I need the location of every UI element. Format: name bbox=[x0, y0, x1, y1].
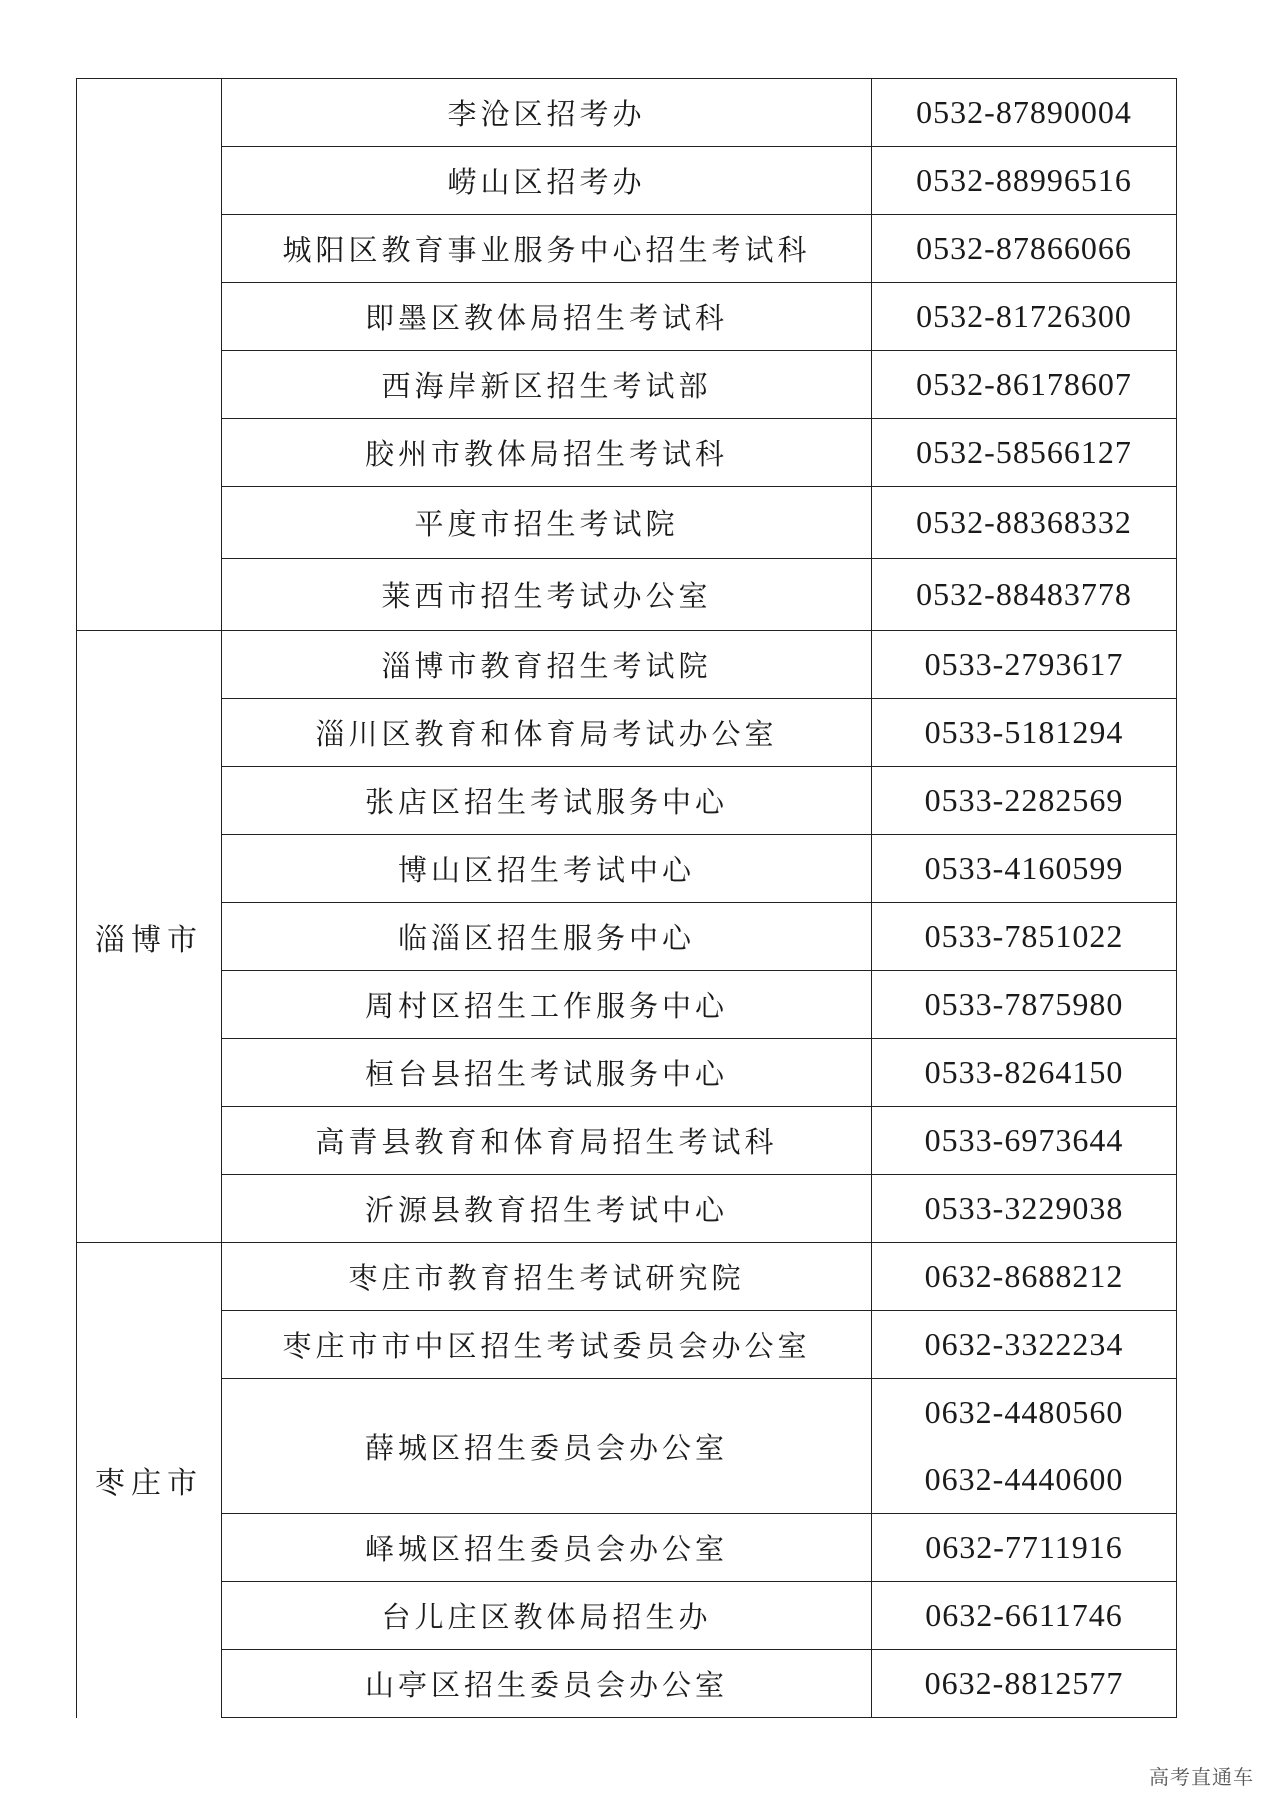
phone-number: 0532-86178607 bbox=[916, 366, 1132, 402]
phone-number: 0533-3229038 bbox=[924, 1190, 1124, 1226]
table-row bbox=[77, 1650, 1177, 1718]
phone-number: 0632-8688212 bbox=[924, 1258, 1124, 1294]
phone-cell bbox=[872, 419, 1177, 487]
phone-number: 0632-6611746 bbox=[925, 1597, 1123, 1633]
table-row bbox=[77, 971, 1177, 1039]
office-name-cell: 崂山区招考办 bbox=[222, 147, 872, 215]
phone-cell bbox=[872, 283, 1177, 351]
table-row bbox=[77, 767, 1177, 835]
phone-cell bbox=[872, 767, 1177, 835]
phone-number: 0532-87890004 bbox=[916, 94, 1132, 130]
phone-number: 0533-7875980 bbox=[924, 986, 1124, 1022]
city-cell bbox=[77, 79, 222, 631]
office-name-cell: 即墨区教体局招生考试科 bbox=[222, 283, 872, 351]
phone-cell bbox=[872, 699, 1177, 767]
phone-cell bbox=[872, 1582, 1177, 1650]
phone-cell bbox=[872, 559, 1177, 631]
table-row bbox=[77, 283, 1177, 351]
office-name-cell: 平度市招生考试院 bbox=[222, 487, 872, 559]
phone-number: 0533-4160599 bbox=[924, 850, 1124, 886]
phone-cell bbox=[872, 1243, 1177, 1311]
phone-number: 0532-81726300 bbox=[916, 298, 1132, 334]
office-name-cell: 台儿庄区教体局招生办 bbox=[222, 1582, 872, 1650]
office-name-cell: 周村区招生工作服务中心 bbox=[222, 971, 872, 1039]
table-row bbox=[77, 835, 1177, 903]
office-name-cell: 桓台县招生考试服务中心 bbox=[222, 1039, 872, 1107]
table-row bbox=[77, 147, 1177, 215]
table-row bbox=[77, 699, 1177, 767]
phone-cell bbox=[872, 215, 1177, 283]
office-name-cell: 高青县教育和体育局招生考试科 bbox=[222, 1107, 872, 1175]
phone-cell bbox=[872, 835, 1177, 903]
office-name-cell: 薛城区招生委员会办公室 bbox=[222, 1379, 872, 1514]
city-cell: 淄博市 bbox=[77, 631, 222, 1243]
phone-number: 0632-8812577 bbox=[924, 1665, 1124, 1701]
phone-cell bbox=[872, 1379, 1177, 1514]
contacts-table bbox=[76, 78, 1177, 1718]
phone-number: 0533-7851022 bbox=[924, 918, 1124, 954]
phone-number: 0533-5181294 bbox=[924, 714, 1124, 750]
table-row bbox=[77, 1582, 1177, 1650]
table-row bbox=[77, 1311, 1177, 1379]
table-row bbox=[77, 1107, 1177, 1175]
phone-number: 0533-2282569 bbox=[924, 782, 1124, 818]
office-name-cell: 山亭区招生委员会办公室 bbox=[222, 1650, 872, 1718]
office-name-cell: 李沧区招考办 bbox=[222, 79, 872, 147]
phone-number: 0532-58566127 bbox=[916, 434, 1132, 470]
office-name-cell: 西海岸新区招生考试部 bbox=[222, 351, 872, 419]
phone-number: 0632-7711916 bbox=[925, 1529, 1123, 1565]
phone-cell bbox=[872, 1039, 1177, 1107]
table-row bbox=[77, 487, 1177, 559]
office-name-cell: 淄博市教育招生考试院 bbox=[222, 631, 872, 699]
phone-cell bbox=[872, 903, 1177, 971]
office-name-cell: 博山区招生考试中心 bbox=[222, 835, 872, 903]
phone-number: 0533-6973644 bbox=[924, 1122, 1124, 1158]
phone-cell bbox=[872, 147, 1177, 215]
office-name-cell: 淄川区教育和体育局考试办公室 bbox=[222, 699, 872, 767]
table-row bbox=[77, 1243, 1177, 1311]
table-row bbox=[77, 419, 1177, 487]
office-name-cell: 城阳区教育事业服务中心招生考试科 bbox=[222, 215, 872, 283]
phone-number: 0532-88368332 bbox=[916, 504, 1132, 540]
phone-cell bbox=[872, 1311, 1177, 1379]
phone-number: 0533-8264150 bbox=[924, 1054, 1124, 1090]
table-row bbox=[77, 631, 1177, 699]
phone-number: 0532-88996516 bbox=[916, 162, 1132, 198]
watermark-label: 高考直通车 bbox=[1149, 1765, 1254, 1789]
phone-cell bbox=[872, 1650, 1177, 1718]
office-name-cell: 胶州市教体局招生考试科 bbox=[222, 419, 872, 487]
table-row bbox=[77, 1175, 1177, 1243]
phone-number: 0532-87866066 bbox=[916, 230, 1132, 266]
phone-cell bbox=[872, 487, 1177, 559]
phone-cell bbox=[872, 79, 1177, 147]
office-name-cell: 沂源县教育招生考试中心 bbox=[222, 1175, 872, 1243]
office-name-cell: 枣庄市市中区招生考试委员会办公室 bbox=[222, 1311, 872, 1379]
phone-number: 0533-2793617 bbox=[924, 646, 1124, 682]
phone-cell bbox=[872, 351, 1177, 419]
table-row bbox=[77, 1039, 1177, 1107]
phone-number: 0632-3322234 bbox=[924, 1326, 1124, 1362]
table-row bbox=[77, 1514, 1177, 1582]
table-row bbox=[77, 559, 1177, 631]
phone-cell bbox=[872, 1175, 1177, 1243]
office-name-cell: 张店区招生考试服务中心 bbox=[222, 767, 872, 835]
office-name-cell: 临淄区招生服务中心 bbox=[222, 903, 872, 971]
phone-cell bbox=[872, 971, 1177, 1039]
office-name-cell: 峄城区招生委员会办公室 bbox=[222, 1514, 872, 1582]
phone-cell bbox=[872, 631, 1177, 699]
phone-number: 0632-4440600 bbox=[924, 1461, 1124, 1497]
table-row bbox=[77, 215, 1177, 283]
city-cell: 枣庄市 bbox=[77, 1243, 222, 1718]
phone-number: 0532-88483778 bbox=[916, 576, 1132, 612]
table-row bbox=[77, 351, 1177, 419]
table-row bbox=[77, 79, 1177, 147]
office-name-cell: 枣庄市教育招生考试研究院 bbox=[222, 1243, 872, 1311]
contacts-table-body bbox=[77, 79, 1177, 1718]
office-name-cell: 莱西市招生考试办公室 bbox=[222, 559, 872, 631]
table-row bbox=[77, 1379, 1177, 1514]
phone-cell bbox=[872, 1107, 1177, 1175]
phone-cell bbox=[872, 1514, 1177, 1582]
table-row bbox=[77, 903, 1177, 971]
phone-number: 0632-4480560 bbox=[924, 1394, 1124, 1430]
